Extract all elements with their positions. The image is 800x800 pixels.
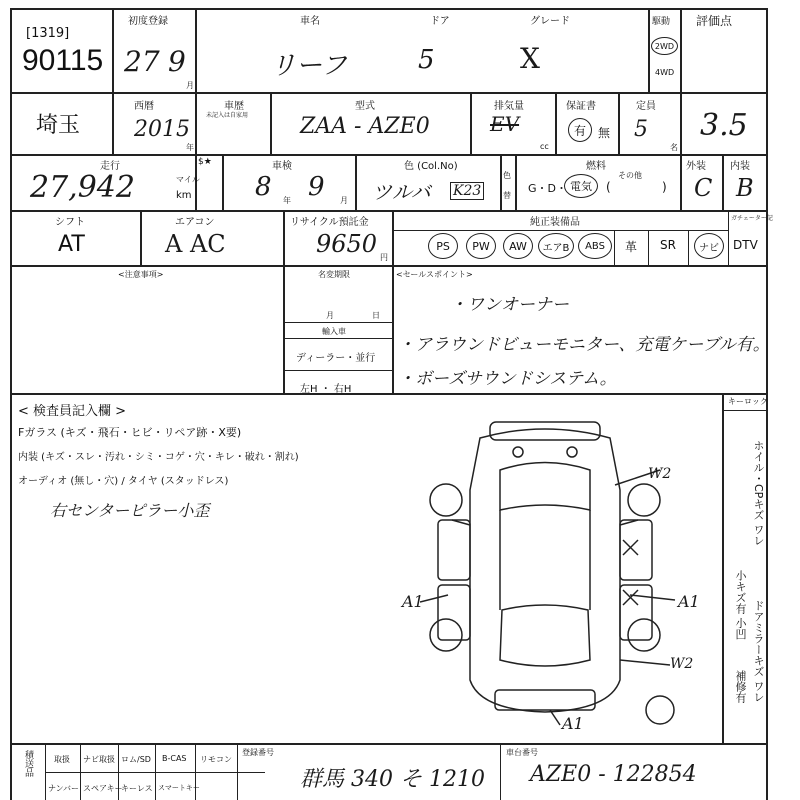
warranty-label: 保証書 <box>566 101 596 112</box>
first-reg-year: 27 <box>124 45 160 78</box>
color-side-1: 色 <box>503 171 511 180</box>
color-value: ツルバ <box>372 180 431 204</box>
sales-point-3: ・ボーズサウンドシステム。 <box>398 369 617 389</box>
row3-bottom <box>10 210 768 212</box>
ac-value: A AC <box>165 230 226 258</box>
inspector-audio: オーディオ (無し・穴) / タイヤ (スタッドレス) <box>18 476 229 487</box>
drive-label: 駆動 <box>652 17 671 27</box>
fuel-selected: 電気 <box>564 174 598 198</box>
sales-point-2: ・アラウンドビューモニター、充電ケーブル有。 <box>398 335 770 355</box>
model-label: 型式 <box>355 101 375 112</box>
expiry-month: 月 <box>326 311 334 320</box>
footer-label-smartkey: スマートキー <box>158 784 200 792</box>
sales-label: <セールスポイント> <box>396 270 473 279</box>
side-note-3: ドアミラーキズ ワレ <box>752 600 765 703</box>
equip-leather: 革 <box>625 240 638 254</box>
fuel-paren-close: ) <box>662 180 667 194</box>
mileage-value: 27,942 <box>30 170 135 205</box>
equip-label: 純正装備品 <box>530 217 580 228</box>
side-note-2: 小キズ有 小凹 <box>734 570 747 640</box>
reg-label: 登録番号 <box>242 748 274 757</box>
frame-left <box>10 8 12 800</box>
drive-4wd: 4WD <box>655 68 675 77</box>
side-note-4: 補修有 <box>734 670 747 703</box>
capacity-label: 定員 <box>636 101 656 112</box>
expiry-label: 名変期限 <box>318 270 350 279</box>
mark-a1-right: A1 <box>678 592 700 611</box>
fuel-label: 燃料 <box>586 161 606 172</box>
equip-abs: ABS <box>578 233 612 259</box>
footer-side-label: 積送品 <box>23 750 33 777</box>
shift-value: AT <box>58 232 85 257</box>
first-reg-month: 9 <box>168 45 186 78</box>
frame-top <box>10 8 768 10</box>
expiry-day: 日 <box>372 311 380 320</box>
inspector-title: < 検査員記入欄 > <box>18 404 127 419</box>
year-unit: 年 <box>186 143 194 152</box>
doors-value: 5 <box>418 45 435 75</box>
history-note: 未記入は自家用 <box>206 112 249 119</box>
displacement-value: EV <box>490 112 520 136</box>
mileage-unit-mile: マイル <box>176 175 200 184</box>
lot-number: 90115 <box>22 44 104 77</box>
prefecture: 埼玉 <box>36 113 81 138</box>
fuel-paren-open: ( <box>606 180 611 194</box>
equip-airbag: エアB <box>538 233 574 259</box>
warranty-yes: 有 <box>568 118 592 142</box>
recycle-unit: 円 <box>380 253 388 262</box>
ac-label: エアコン <box>175 217 215 228</box>
inspector-glass: Fガラス (キズ・飛石・ヒビ・リペア跡・X要) <box>18 426 242 439</box>
footer-label-remote: リモコン <box>200 755 232 764</box>
shift-label: シフト <box>55 217 85 228</box>
footer-top <box>10 743 768 745</box>
year-value: 2015 <box>134 117 190 142</box>
inspector-note: 右センターピラー小歪 <box>50 501 210 520</box>
reg-value: 群馬 340 そ 1210 <box>300 767 485 792</box>
color-label: 色 (Col.No) <box>404 161 458 172</box>
maker-label: ガチェーター記 <box>731 215 773 222</box>
color-side-2: 替 <box>503 191 511 200</box>
row5-bottom <box>10 393 768 395</box>
lot-bracket: [1319] <box>26 26 70 41</box>
mark-a1-left: A1 <box>402 592 424 611</box>
inspection-month: 9 <box>308 172 325 202</box>
equip-sr: SR <box>660 238 676 252</box>
ext-label: 外装 <box>686 161 706 172</box>
fuel-options: G・D・ <box>528 182 567 195</box>
equip-navi: ナビ <box>694 233 724 259</box>
chassis-label: 車台番号 <box>506 748 538 757</box>
row2-bottom <box>10 154 768 156</box>
mileage-unit-km: km <box>176 190 192 201</box>
car-name: リーフ <box>270 51 347 81</box>
mileage-label: 走行 <box>100 161 120 172</box>
footer-label-navi: ナビ取扱 <box>83 755 115 764</box>
inspection-year: 8 <box>255 172 272 202</box>
grade-label: グレード <box>530 16 570 27</box>
first-reg-month-unit: 月 <box>186 81 194 90</box>
displacement-label: 排気量 <box>494 101 524 112</box>
car-name-label: 車名 <box>300 16 320 27</box>
mark-a1-bottom: A1 <box>562 714 584 733</box>
fuel-other-label: その他 <box>618 171 642 180</box>
year-label: 西暦 <box>134 101 154 112</box>
model-value: ZAA - AZE0 <box>300 114 430 139</box>
row1-bottom <box>10 92 768 94</box>
s-label: $★ <box>198 157 212 167</box>
equip-aw: AW <box>503 233 533 259</box>
footer-label-keyless: キーレス <box>121 784 153 793</box>
row4-bottom <box>10 265 768 267</box>
inspection-year-unit: 年 <box>283 196 291 205</box>
recycle-value: 9650 <box>316 230 378 258</box>
footer-label-number: ナンバー <box>48 784 80 793</box>
mark-w2-bottom: W2 <box>670 656 694 672</box>
import-label: 輸入車 <box>322 327 346 336</box>
history-label: 車歴 <box>224 101 244 112</box>
notice-label: <注意事項> <box>118 270 164 279</box>
warranty-no: 無 <box>598 126 611 140</box>
mark-w2-top: W2 <box>648 466 672 482</box>
int-value: B <box>736 174 754 202</box>
footer-label-bcas: B-CAS <box>162 754 187 763</box>
inspector-interior: 内装 (キズ・スレ・汚れ・シミ・コゲ・穴・キレ・破れ・割れ) <box>18 452 299 463</box>
equip-dtv: DTV <box>733 238 758 252</box>
doors-label: ドア <box>430 16 450 27</box>
int-label: 内装 <box>730 161 750 172</box>
equip-ps: PS <box>428 233 458 259</box>
footer-label-handling: 取扱 <box>54 755 70 764</box>
sales-point-1: ・ワンオーナー <box>450 295 569 315</box>
side-notes <box>728 440 766 740</box>
color-code: K23 <box>450 182 484 200</box>
capacity-value: 5 <box>634 117 648 142</box>
chassis-value: AZE0 - 122854 <box>530 762 697 787</box>
key-lock-label: キーロック <box>728 397 768 406</box>
ext-value: C <box>694 174 713 202</box>
dealer-option: ディーラー・並行 <box>296 353 376 364</box>
footer-label-sparekey: スペアキー <box>83 784 123 793</box>
score-label: 評価点 <box>696 14 733 28</box>
inspection-month-unit: 月 <box>340 196 348 205</box>
cc-unit: cc <box>540 142 549 151</box>
equip-pw: PW <box>466 233 496 259</box>
recycle-label: リサイクル預託金 <box>290 217 369 228</box>
capacity-unit: 名 <box>670 143 678 152</box>
drive-2wd: 2WD <box>651 37 678 55</box>
first-reg-label: 初度登録 <box>128 16 168 27</box>
inspection-label: 車検 <box>272 161 292 172</box>
car-damage-diagram <box>420 410 720 740</box>
footer-label-rom: ロム/SD <box>121 755 151 764</box>
score-value: 3.5 <box>700 108 748 143</box>
handle-option: 左H ・ 右H <box>300 384 352 395</box>
side-note-1: ホイル・CPキズ ワレ <box>752 440 765 546</box>
grade-value: X <box>520 42 540 75</box>
